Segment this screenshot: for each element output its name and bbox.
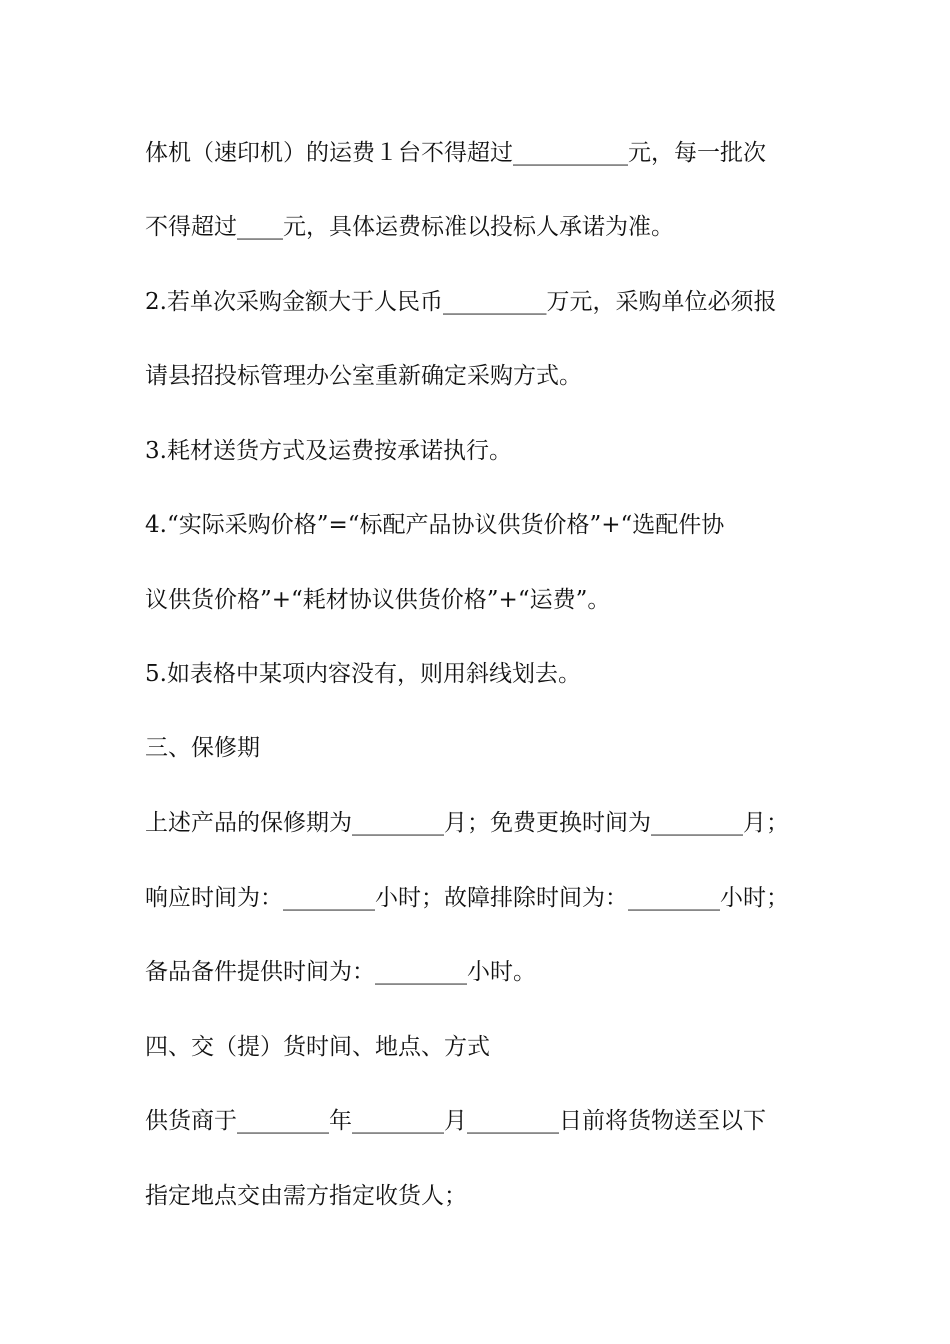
text-line: 体机（速印机）的运费１台不得超过__________元，每一批次 — [145, 140, 766, 166]
text-line: 5.如表格中某项内容没有，则用斜线划去。 — [145, 661, 581, 687]
text-line: 议供货价格”+“耗材协议供货价格”+“运费”。 — [145, 587, 611, 613]
text-line: 指定地点交由需方指定收货人； — [145, 1183, 467, 1209]
text-line: 2.若单次采购金额大于人民币_________万元，采购单位必须报 — [145, 289, 777, 315]
text-line: 不得超过____元，具体运费标准以投标人承诺为准。 — [145, 214, 674, 240]
text-line: 供货商于________年________月________日前将货物送至以下 — [145, 1108, 766, 1134]
text-line: 备品备件提供时间为：________小时。 — [145, 959, 536, 985]
text-line: 3.耗材送货方式及运费按承诺执行。 — [145, 438, 512, 464]
section-heading: 四、交（提）货时间、地点、方式 — [145, 1034, 490, 1060]
section-heading: 三、保修期 — [145, 735, 260, 761]
text-line: 上述产品的保修期为________月；免费更换时间为________月； — [145, 810, 789, 836]
text-line: 4.“实际采购价格”=“标配产品协议供货价格”+“选配件协 — [145, 512, 725, 538]
text-line: 响应时间为：________小时；故障排除时间为：________小时； — [145, 885, 789, 911]
text-line: 请县招投标管理办公室重新确定采购方式。 — [145, 363, 582, 389]
